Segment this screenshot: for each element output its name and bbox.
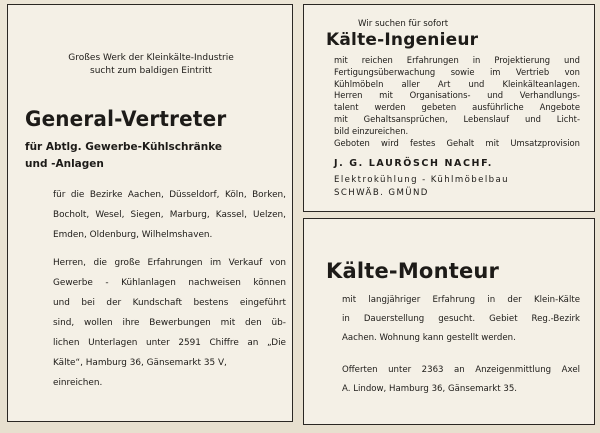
district-line: Emden, Oldenburg, Wilhelmshaven.: [53, 230, 213, 240]
company-name: J. G. LAURÖSCH NACHF.: [334, 158, 493, 169]
ad-subtitle: [25, 139, 222, 173]
body-line: Kühlmöbeln aller Art und Kleinkälteanlagen.: [334, 78, 580, 89]
body-line: Herren, die große Erfahrungen im Verkauf von: [53, 258, 286, 268]
body-line: Herren mit Organisations- und Verhandlungs-: [334, 90, 580, 101]
ad-offer: [342, 361, 580, 399]
company-city: SCHWÄB. GMÜND: [334, 188, 429, 198]
district-line: Bocholt, Wesel, Siegen, Marburg, Kassel, Uelzen,: [53, 210, 286, 220]
company-tagline: Elektrokühlung - Kühlmöbelbau: [334, 175, 509, 185]
ad-title: General-Vertreter: [25, 107, 227, 131]
body-line: sind, wollen ihre Bewerbungen mit den üb-: [53, 318, 286, 328]
district-line: für die Bezirke Aachen, Düsseldorf, Köln, Borken,: [53, 190, 286, 200]
body-line: einreichen.: [53, 378, 103, 388]
ad-body: [334, 55, 580, 149]
subtitle-line: für Abtlg. Gewerbe-Kühlschränke: [25, 141, 223, 153]
intro-text: [48, 52, 254, 78]
body-line: lichen Unterlagen unter 2591 Chiffre an „Die: [53, 338, 286, 348]
body-line: Gewerbe - Kühlanlagen nachweisen können: [53, 278, 286, 288]
body-line: und bei der Kundschaft bestens eingeführt: [53, 298, 286, 308]
ad-body: [53, 253, 286, 393]
ad-kaelte-monteur: [303, 218, 595, 425]
body-line: Aachen. Wohnung kann gestellt werden.: [342, 333, 516, 343]
body-line: Fertigungsüberwachung sowie im Vertrieb von: [334, 66, 580, 77]
body-line: bild einzureichen.: [334, 125, 409, 136]
offer-line: A. Lindow, Hamburg 36, Gänsemarkt 35.: [342, 384, 518, 394]
subtitle-line: und -Anlagen: [25, 158, 104, 170]
offer-line: Offerten unter 2363 an Anzeigenmittlung Axel: [342, 365, 580, 375]
intro-line: sucht zum baldigen Eintritt: [90, 66, 212, 76]
body-line: talent werden gebeten ausführliche Angebote: [334, 102, 580, 113]
ad-kaelte-ingenieur: [303, 4, 595, 212]
district-list: [53, 185, 286, 245]
ad-body: [342, 291, 580, 348]
ad-general-vertreter: [7, 4, 293, 422]
intro-line: Großes Werk der Kleinkälte-Industrie: [68, 53, 234, 63]
body-line: Kälte“, Hamburg 36, Gänsemarkt 35 V,: [53, 358, 227, 368]
body-line: mit reichen Erfahrungen in Projektierung und: [334, 55, 580, 65]
body-line: mit langjähriger Erfahrung in der Klein-Kälte: [342, 295, 580, 305]
body-line: in Dauerstellung gesucht. Gebiet Reg.-Bezirk: [342, 314, 580, 324]
ad-intro: Wir suchen für sofort: [358, 19, 449, 29]
ad-title: Kälte-Monteur: [326, 259, 500, 283]
body-line: mit Gehaltsansprüchen, Lebenslauf und Licht-: [334, 113, 580, 124]
ad-title: Kälte-Ingenieur: [326, 30, 479, 50]
body-line: Geboten wird festes Gehalt mit Umsatzprovision: [334, 137, 580, 148]
